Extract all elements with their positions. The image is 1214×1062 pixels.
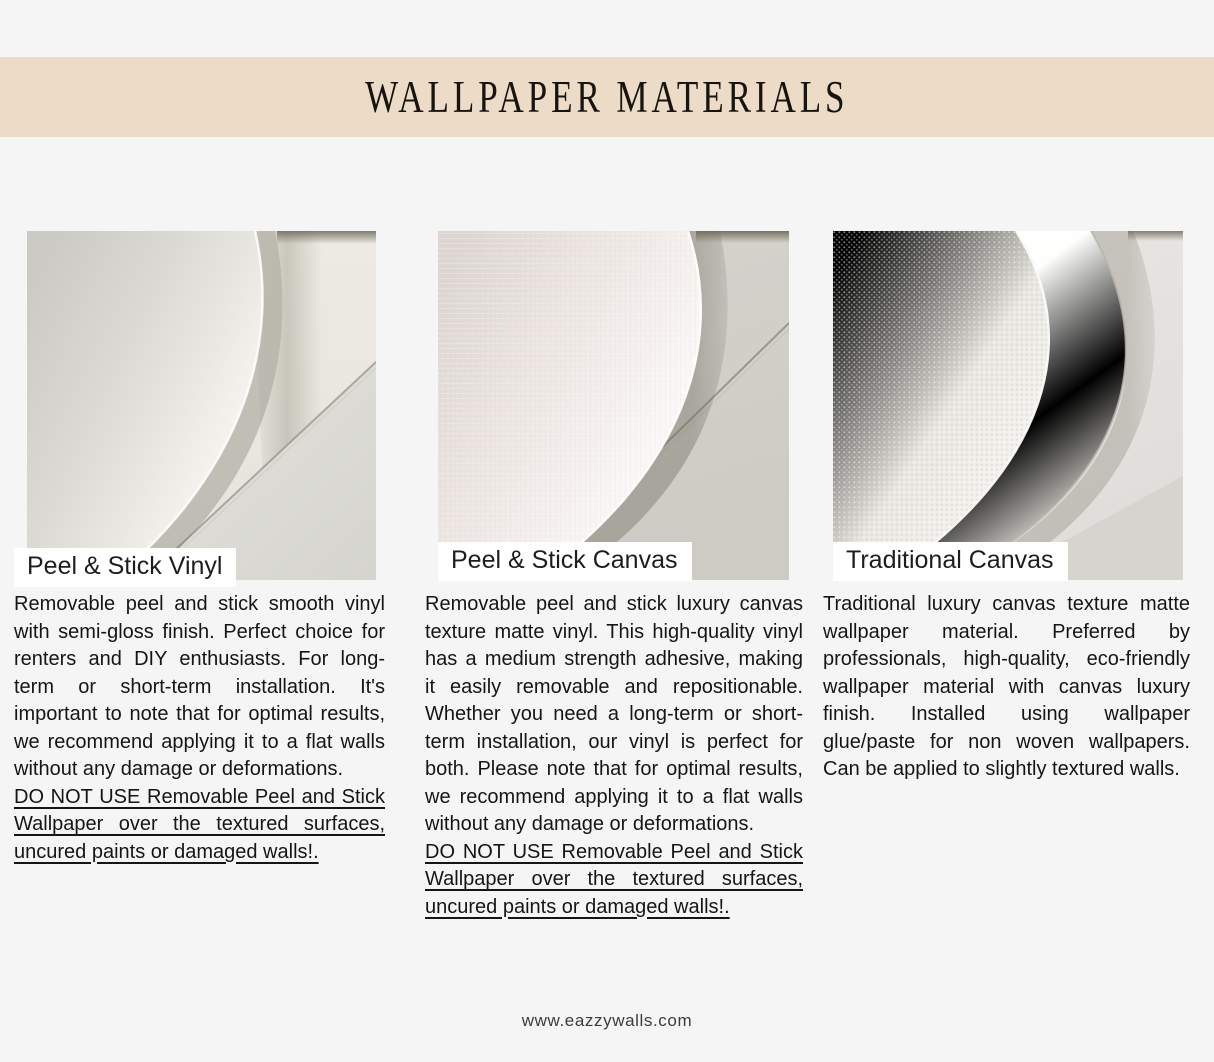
website-url: www.eazzywalls.com xyxy=(521,1011,693,1030)
header-banner xyxy=(0,57,1214,137)
material-description-block xyxy=(14,591,385,866)
canvas-vinyl-photo xyxy=(438,231,789,580)
material-warning: DO NOT USE Removable Peel and Stick Wallpaper over the textured surfaces, uncured paints or damaged walls!. xyxy=(425,840,803,918)
material-description: Removable peel and stick luxury canvas texture matte vinyl. This high-quality vinyl has a medium strength adhesive, making it easily removable and repositionable. Whether you need a long-term or short-term installation, our vinyl is perfect for both. Please note that for optimal results, we recommend applying it to a flat walls without any damage or deformations. xyxy=(425,593,803,835)
page-title: WALLPAPER MATERIALS xyxy=(365,72,849,122)
material-label: Peel & Stick Canvas xyxy=(438,542,692,581)
material-description-block xyxy=(425,591,803,921)
footer xyxy=(0,1011,1214,1031)
material-label: Traditional Canvas xyxy=(833,542,1068,581)
material-description: Removable peel and stick smooth vinyl with semi-gloss finish. Perfect choice for renters and DIY enthusiasts. For long-term or short-term installation. It's important to note that for optimal results, we recommend applying it to a flat walls without any damage or deformations. xyxy=(14,593,385,780)
material-description: Traditional luxury canvas texture matte wallpaper material. Preferred by professionals, high-quality, eco-friendly wallpaper material with canvas luxury finish. Installed using wallpaper glue/paste for non woven wallpapers. Can be applied to slightly textured walls. xyxy=(823,593,1190,780)
material-warning: DO NOT USE Removable Peel and Stick Wallpaper over the textured surfaces, uncured paints or damaged walls!. xyxy=(14,785,385,863)
smooth-vinyl-photo xyxy=(27,231,376,580)
woven-canvas-photo xyxy=(833,231,1183,580)
material-description-block xyxy=(823,591,1190,784)
material-label: Peel & Stick Vinyl xyxy=(14,548,236,587)
